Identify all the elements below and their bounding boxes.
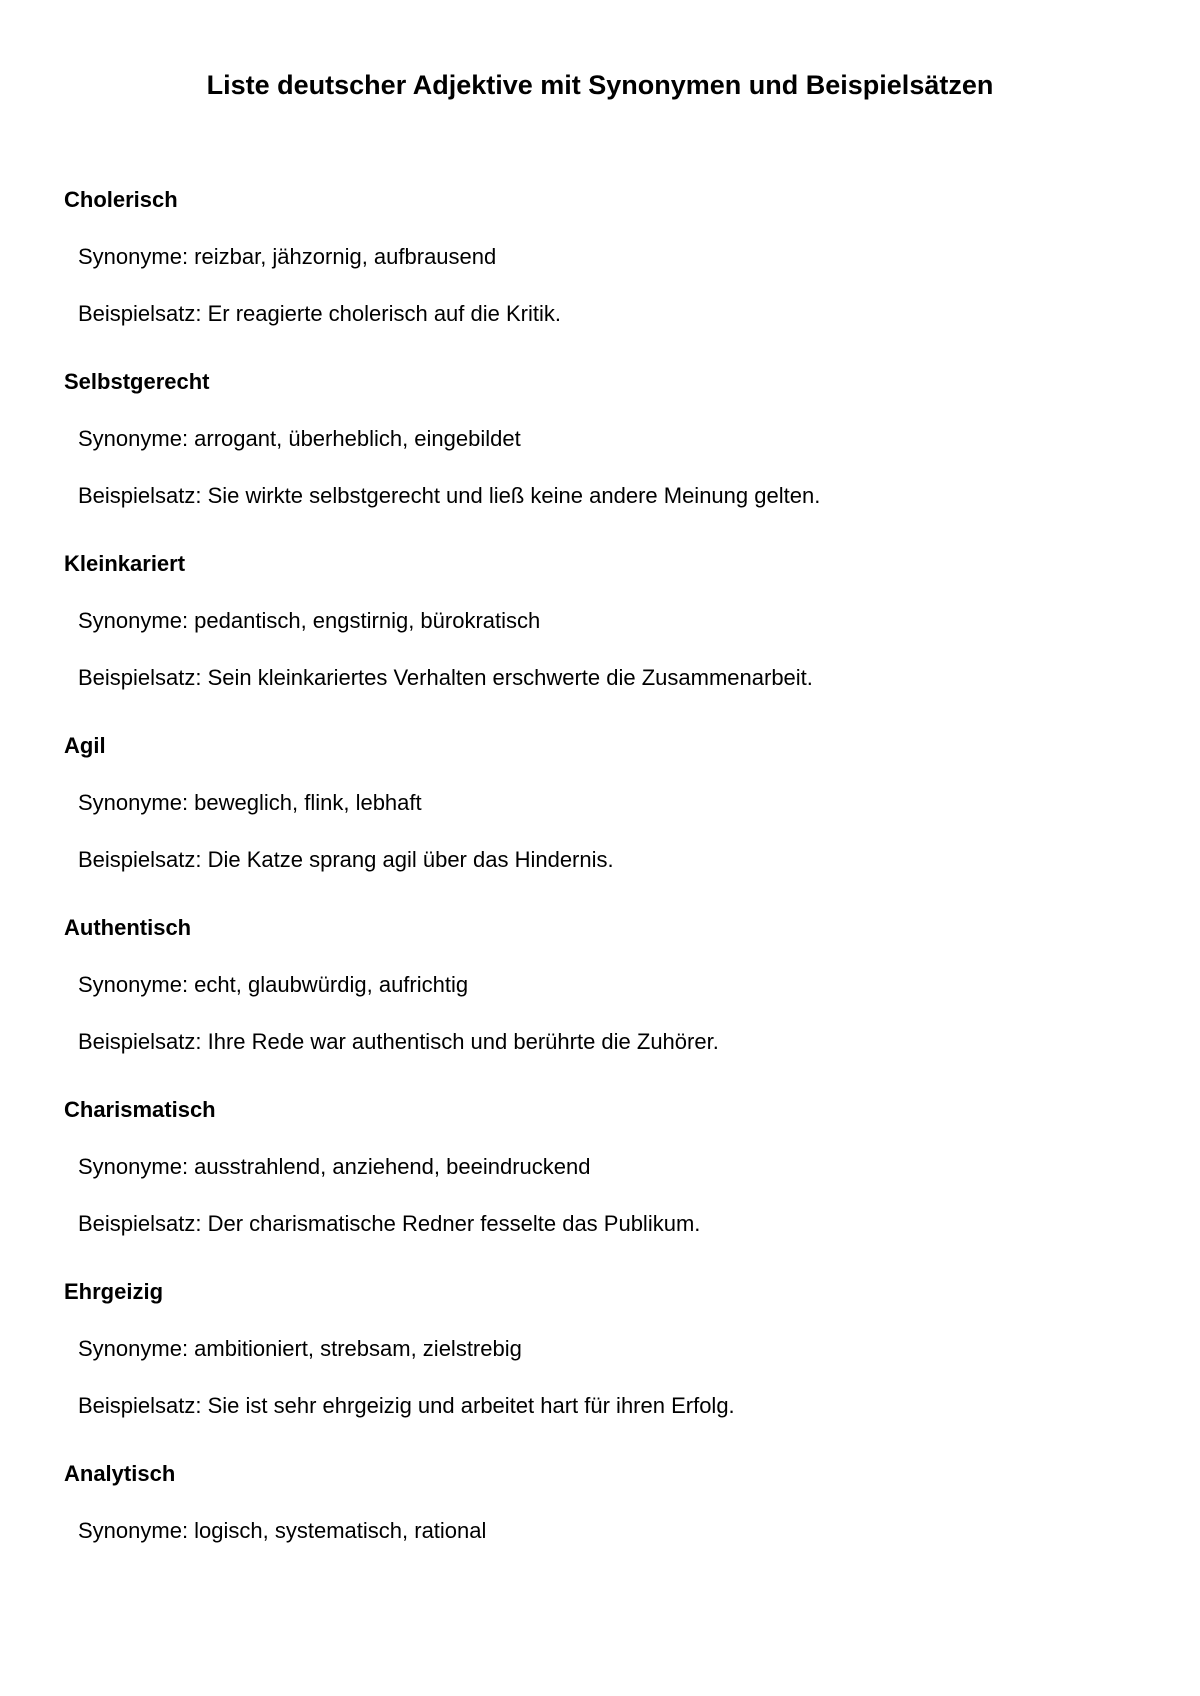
example-sentence: Beispielsatz: Die Katze sprang agil über das Hindernis. <box>78 847 614 872</box>
synonyms-line: Synonyme: reizbar, jähzornig, aufbrausend <box>78 244 497 269</box>
example-sentence: Beispielsatz: Der charismatische Redner fesselte das Publikum. <box>78 1211 701 1236</box>
adjective-entry-selbstgerecht <box>64 368 1136 510</box>
synonyms-line: Synonyme: ambitioniert, strebsam, zielstrebig <box>78 1336 522 1361</box>
adjective-entry-charismatisch <box>64 1096 1136 1238</box>
adjective-entry-authentisch <box>64 914 1136 1056</box>
adjective-word: Authentisch <box>64 915 192 940</box>
example-sentence: Beispielsatz: Er reagierte cholerisch auf die Kritik. <box>78 301 561 326</box>
synonyms-line: Synonyme: arrogant, überheblich, eingebildet <box>78 426 521 451</box>
adjective-word: Analytisch <box>64 1461 176 1486</box>
adjective-entry-analytisch <box>64 1460 1136 1545</box>
example-sentence: Beispielsatz: Sie wirkte selbstgerecht und ließ keine andere Meinung gelten. <box>78 483 821 508</box>
adjective-word: Ehrgeizig <box>64 1279 164 1304</box>
adjective-entry-kleinkariert <box>64 550 1136 692</box>
example-sentence: Beispielsatz: Sein kleinkariertes Verhalten erschwerte die Zusammenarbeit. <box>78 665 813 690</box>
adjective-word: Cholerisch <box>64 187 178 212</box>
synonyms-line: Synonyme: logisch, systematisch, rational <box>78 1518 487 1543</box>
adjective-word: Agil <box>64 733 106 758</box>
synonyms-line: Synonyme: pedantisch, engstirnig, bürokratisch <box>78 608 541 633</box>
adjective-list <box>64 186 1136 1545</box>
adjective-word: Selbstgerecht <box>64 369 210 394</box>
synonyms-line: Synonyme: echt, glaubwürdig, aufrichtig <box>78 972 469 997</box>
adjective-word: Charismatisch <box>64 1097 216 1122</box>
example-sentence: Beispielsatz: Sie ist sehr ehrgeizig und arbeitet hart für ihren Erfolg. <box>78 1393 735 1418</box>
synonyms-line: Synonyme: ausstrahlend, anziehend, beeindruckend <box>78 1154 591 1179</box>
synonyms-line: Synonyme: beweglich, flink, lebhaft <box>78 790 422 815</box>
example-sentence: Beispielsatz: Ihre Rede war authentisch und berührte die Zuhörer. <box>78 1029 719 1054</box>
adjective-word: Kleinkariert <box>64 551 186 576</box>
document-title: Liste deutscher Adjektive mit Synonymen und Beispielsätzen <box>206 70 994 100</box>
adjective-entry-ehrgeizig <box>64 1278 1136 1420</box>
adjective-entry-cholerisch <box>64 186 1136 328</box>
adjective-entry-agil <box>64 732 1136 874</box>
